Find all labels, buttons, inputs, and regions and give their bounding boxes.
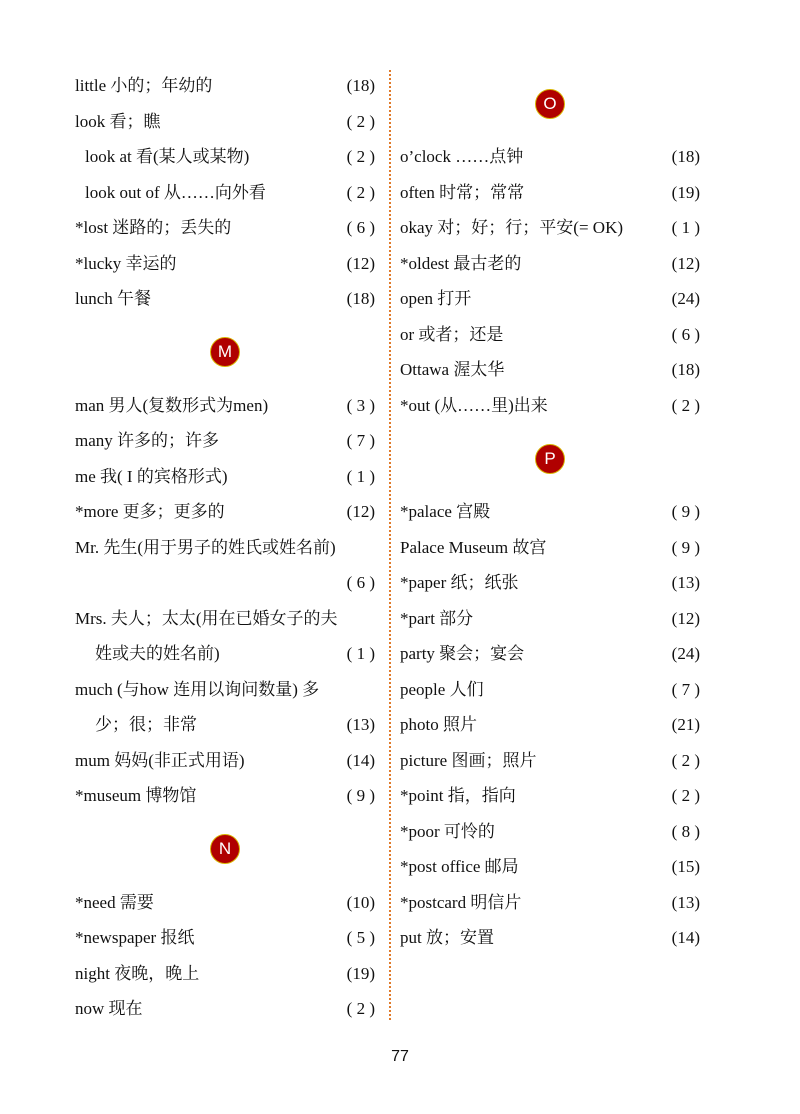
entry-text: *lucky 幸运的 — [75, 253, 177, 273]
entry-text: party 聚会；宴会 — [400, 644, 525, 663]
entry-text: many 许多的；许多 — [75, 431, 220, 450]
entry-night — [75, 956, 375, 992]
entry-page: (13) — [671, 892, 700, 912]
entry-text: people 人们 — [400, 679, 484, 699]
entry-text: look out of 从……向外看 — [85, 182, 266, 202]
entry-text: okay 对；好；行；平安(= OK) — [400, 218, 624, 237]
entry-look — [75, 104, 375, 140]
entry-text: *poor 可怜的 — [400, 821, 495, 841]
entry-party — [400, 636, 700, 672]
entry-oldest — [400, 246, 700, 282]
entry-page: (15) — [671, 857, 700, 876]
entry-text: look at 看(某人或某物) — [85, 147, 250, 166]
entry-look-at — [75, 139, 375, 175]
entry-text: or 或者；还是 — [400, 324, 504, 344]
entry-page: ( 3 ) — [346, 395, 375, 415]
entry-page: ( 8 ) — [671, 821, 700, 841]
entry-page: ( 6 ) — [671, 324, 700, 344]
section-header-o — [400, 68, 700, 139]
entry-now — [75, 991, 375, 1027]
entry-page: ( 2 ) — [346, 182, 375, 202]
entry-more — [75, 494, 375, 530]
entry-page: ( 6 ) — [346, 573, 375, 592]
entry-page: ( 7 ) — [671, 679, 700, 699]
entry-text: look 看；瞧 — [75, 111, 161, 131]
entry-text: *newspaper 报纸 — [75, 928, 195, 947]
entry-little — [75, 68, 375, 104]
entry-text: *post office 邮局 — [400, 857, 519, 876]
entry-text: 少；很；非常 — [95, 715, 197, 734]
entry-page: ( 2 ) — [346, 147, 375, 166]
entry-text: lunch 午餐 — [75, 289, 152, 308]
entry-page: (14) — [671, 928, 700, 947]
entry-page: (13) — [671, 573, 700, 592]
entry-lunch — [75, 281, 375, 317]
entry-page: (24) — [671, 644, 700, 663]
entry-out — [400, 388, 700, 424]
entry-page: ( 2 ) — [671, 786, 700, 805]
entry-text: put 放；安置 — [400, 928, 494, 947]
entry-man — [75, 388, 375, 424]
entry-text: *palace 宫殿 — [400, 502, 491, 521]
entry-page: (14) — [346, 750, 375, 770]
entry-page: ( 2 ) — [671, 750, 700, 770]
entry-page: ( 6 ) — [346, 218, 375, 237]
page-number: 77 — [391, 1048, 409, 1065]
entry-look-out-of — [75, 175, 375, 211]
left-column — [75, 68, 375, 1027]
entry-page: (24) — [671, 289, 700, 308]
entry-text: Mr. 先生(用于男子的姓氏或姓名前) — [75, 537, 336, 557]
section-header-n — [75, 814, 375, 885]
entry-newspaper — [75, 920, 375, 956]
entry-page: (12) — [671, 608, 700, 628]
entry-much-cont — [75, 707, 375, 743]
section-header-m — [75, 317, 375, 388]
entry-text: Mrs. 夫人；太太(用在已婚女子的夫 — [75, 608, 338, 628]
entry-page: ( 1 ) — [346, 466, 375, 486]
entry-page: (21) — [671, 715, 700, 734]
entry-text: Palace Museum 故宫 — [400, 537, 547, 557]
entry-page: ( 5 ) — [346, 928, 375, 947]
entry-page: (19) — [346, 963, 375, 983]
section-header-p — [400, 423, 700, 494]
entry-page: ( 2 ) — [346, 111, 375, 131]
entry-page: ( 1 ) — [346, 644, 375, 663]
entry-much — [75, 672, 375, 708]
entry-text: often 时常；常常 — [400, 182, 525, 202]
entry-picture — [400, 743, 700, 779]
column-divider — [389, 70, 391, 1020]
entry-page: (12) — [346, 502, 375, 521]
entry-text: night 夜晚，晚上 — [75, 963, 200, 983]
entry-text: Ottawa 渥太华 — [400, 360, 505, 379]
entry-lucky — [75, 246, 375, 282]
entry-mr — [75, 530, 375, 566]
entry-poor — [400, 814, 700, 850]
entry-many — [75, 423, 375, 459]
entry-open — [400, 281, 700, 317]
entry-okay — [400, 210, 700, 246]
entry-page: (18) — [671, 360, 700, 379]
right-column — [400, 68, 700, 956]
entry-oclock — [400, 139, 700, 175]
entry-text: photo 照片 — [400, 715, 477, 734]
letter-n-badge: N — [210, 834, 240, 864]
entry-need — [75, 885, 375, 921]
entry-page: ( 2 ) — [346, 999, 375, 1018]
entry-text: *lost 迷路的；丢失的 — [75, 218, 232, 237]
entry-often — [400, 175, 700, 211]
entry-mr-cont — [75, 565, 375, 601]
entry-mum — [75, 743, 375, 779]
entry-text: o’clock ……点钟 — [400, 147, 524, 166]
entry-page: (18) — [346, 289, 375, 308]
entry-paper — [400, 565, 700, 601]
entry-text: me 我( I 的宾格形式) — [75, 466, 228, 486]
entry-page: (18) — [346, 76, 375, 95]
entry-point — [400, 778, 700, 814]
entry-put — [400, 920, 700, 956]
entry-mrs-cont — [75, 636, 375, 672]
entry-text: man 男人(复数形式为men) — [75, 395, 269, 415]
entry-text: *need 需要 — [75, 892, 154, 912]
entry-page: (18) — [671, 147, 700, 166]
entry-text: mum 妈妈(非正式用语) — [75, 750, 245, 770]
entry-text: picture 图画；照片 — [400, 750, 537, 770]
entry-palace-museum — [400, 530, 700, 566]
entry-text: little 小的；年幼的 — [75, 76, 213, 95]
entry-page: ( 9 ) — [671, 537, 700, 557]
entry-or — [400, 317, 700, 353]
entry-ottawa — [400, 352, 700, 388]
entry-page: (10) — [346, 892, 375, 912]
entry-photo — [400, 707, 700, 743]
entry-page: (13) — [346, 715, 375, 734]
entry-text: much (与how 连用以询问数量) 多 — [75, 679, 320, 699]
entry-people — [400, 672, 700, 708]
entry-text: *point 指，指向 — [400, 786, 516, 805]
entry-text: *postcard 明信片 — [400, 892, 522, 912]
entry-text: 姓或夫的姓名前) — [95, 644, 220, 663]
entry-text: now 现在 — [75, 999, 143, 1018]
entry-page: ( 9 ) — [671, 502, 700, 521]
entry-page: ( 1 ) — [671, 218, 700, 237]
entry-post-office — [400, 849, 700, 885]
entry-text: *out (从……里)出来 — [400, 395, 548, 415]
entry-me — [75, 459, 375, 495]
entry-lost — [75, 210, 375, 246]
entry-postcard — [400, 885, 700, 921]
letter-p-badge: P — [535, 444, 565, 474]
entry-text: *part 部分 — [400, 608, 474, 628]
entry-part — [400, 601, 700, 637]
entry-text: *museum 博物馆 — [75, 786, 197, 805]
entry-text: *oldest 最古老的 — [400, 253, 522, 273]
entry-page: (19) — [671, 182, 700, 202]
entry-mrs — [75, 601, 375, 637]
entry-museum — [75, 778, 375, 814]
entry-text: open 打开 — [400, 289, 472, 308]
entry-page: ( 7 ) — [346, 431, 375, 450]
entry-text: *paper 纸；纸张 — [400, 573, 519, 592]
letter-o-badge: O — [535, 89, 565, 119]
entry-page: (12) — [346, 253, 375, 273]
entry-page: (12) — [671, 253, 700, 273]
entry-page: ( 9 ) — [346, 786, 375, 805]
entry-palace — [400, 494, 700, 530]
entry-text: *more 更多；更多的 — [75, 502, 225, 521]
letter-m-badge: M — [210, 337, 240, 367]
entry-page: ( 2 ) — [671, 395, 700, 415]
